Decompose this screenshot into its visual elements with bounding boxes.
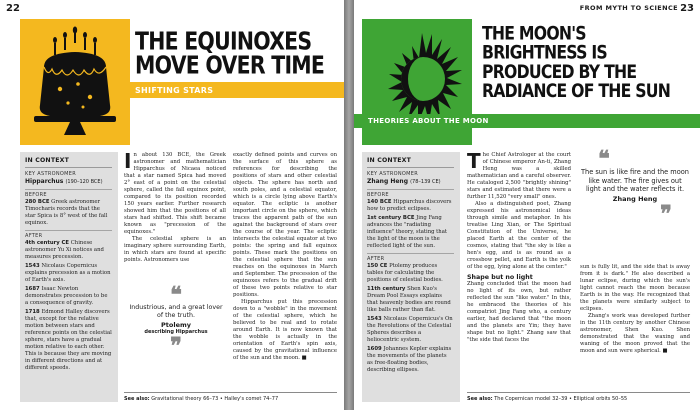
see-also-rule [124,392,337,393]
before-label: BEFORE [367,189,454,199]
key-astronomer-label: KEY ASTRONOMER [25,171,76,177]
left-body-paragraph: exactly defined points and curves on the surface of this sphere as references for describing the positions of stars and other celestial objects. The sphere has north and south poles, and a celestial equator, which is a circle lying above Earth's equator. The ecliptic is another important circle on the sphere, which traces the apparent path of the sun against the background of stars over the course of the year. The ecliptic intersects the celestial equator at two points: the spring and fall equinox points. These mark the positions on the celestial sphere that the sun reaches on the equinoxes in March and September. The precession of the equinoxes refers to the gradual drift of these two points relative to star positions. [233,152,337,298]
before-label: BEFORE [25,189,112,199]
after-event: 11th century Shen Kuo's Dream Pool Essays explains that heavenly bodies are round like balls rather than flat. [367,286,451,313]
quote-text: Industrious, and a great lover of the truth. [129,304,223,319]
page-number-right: 23 [680,3,694,14]
right-body-paragraph: Zhang's work was developed further in the 11th century by another Chinese astronomer, Shen Kuo. Shen demonstrated that the waxing and waning of the moon proved that the moon and sun were spherical. ■ [580,313,690,354]
right-title-line-4: RADIANCE OF THE SUN [482,80,671,102]
right-body-paragraph: Zhang concluded that the moon had no light of its own, but rather reflected the sun "like water." In this, he embraced the theories of his compatriot Jing Fang who, a century earlier, had declared that "the moon and the planets are Yin; they have shape but no light." Zhang saw that "the side that faces the [467,281,571,343]
drop-cap: T [467,149,481,173]
body-subhead: Shape but no light [467,274,533,281]
after-event: 1543 Nicolaus Copernicus explains precession as a motion of Earth's axis. [25,263,111,283]
right-subtitle: THEORIES ABOUT THE MOON [368,117,489,125]
right-body-paragraph: sun is fully lit, and the side that is away from it is dark." He also described a lunar eclipse, during which the sun's light cannot reach the moon because Earth is in the way. He recognized that the planets were similarly subject to eclipses. [580,264,690,312]
left-body-first-paragraph: In about 130 BCE, the Greek astronomer and mathematician Hipparchus of Nicaea noticed that a star named Spica had moved 2° east of a point on the celestial sphere, called the fall equinox point, compared to its position recorded 150 years earlier. Further research showed him that the positions of all stars had shifted. This shift became known as "precession of the equinoxes." [124,149,226,235]
after-label: AFTER [25,230,112,240]
left-title-line-2: MOVE OVER TIME [135,51,325,81]
right-in-context-box [362,152,460,402]
right-body-column-2 [580,264,690,355]
close-quote-icon: ❞ [660,200,672,227]
quote-author: Zhang Heng [612,194,658,203]
after-event: 1543 Nicolaus Copernicus's On the Revolutions of the Celestial Spheres describes a heliocentric system. [367,316,453,343]
right-pull-quote [580,146,690,227]
close-quote-icon: ❞ [170,333,182,359]
left-page [0,0,344,410]
cake-with-candles-icon [20,19,130,145]
left-see-also: See also: Gravitational theory 66–73 • Halley's comet 74–77 [124,396,279,402]
left-body-paragraph: Hipparchus put this precession down to a "wobble" in the movement of the celestial sphere, which he believed to be real and to rotate around Earth. It is now known that the wobble is actually in the orientation of Earth's spin axis, caused by the gravitational influence of the sun and the moon. ■ [233,299,337,361]
key-astronomer-name: Zhang Heng (78–139 CE) [367,178,441,185]
right-see-also: See also: The Copernican model 32–39 • Elliptical orbits 50–55 [467,396,628,402]
after-event: 1609 Johannes Kepler explains the movements of the planets as free-floating bodies, describing ellipses. [367,346,452,373]
page-number-left: 22 [6,3,20,14]
open-quote-icon: ❝ [170,282,182,308]
drop-cap: I [124,149,132,173]
right-title-line-1: THE MOON'S [482,22,586,45]
in-context-heading: IN CONTEXT [367,157,454,168]
quote-text: The sun is like fire and the moon like water. The fire gives out light and the water reflects it. [581,168,689,193]
key-astronomer-label: KEY ASTRONOMER [367,171,418,177]
after-event: 1718 Edmond Halley discovers that, except for the relative motion between stars and reference points on the celestial sphere, stars have a gradual motion relative to each other. This is because they are moving in different directions and at different speeds. [25,309,112,371]
right-body-column-1 [467,149,571,344]
left-in-context-box [20,152,118,402]
left-body-paragraph: The celestial sphere is an imaginary sphere surrounding Earth, in which stars are found at specific points. Astronomers use [124,236,226,263]
after-event: 1687 Isaac Newton demonstrates precession to be a consequence of gravity. [25,286,108,306]
before-event: 1st century BCE Jing Fang advances the "radiating influence" theory, stating that the light of the moon is the reflected light of the sun. [367,215,448,249]
before-event: 140 BCE Hipparchus discovers how to predict eclipses. [367,199,452,212]
left-body-column-2 [233,152,337,362]
quote-author: Ptolemy [161,321,191,329]
left-hero-panel [20,19,130,145]
right-title-line-2: BRIGHTNESS IS [482,41,607,64]
right-body-paragraph: Also a distinguished poet, Zhang expressed his astronomical ideas through simile and metaphor. In his treatise Ling Xian, or The Spiritual Constitution of the Universe, he placed Earth at the center of the cosmos, stating that "the sky is like a hen's egg, and is as round as a crossbow pellet, and Earth is the yolk of the egg, lying alone at the center." [467,201,571,270]
right-title [482,24,670,100]
right-page [354,0,700,410]
before-event: 280 BCE Greek astronomer Timocharis records that the star Spica is 8° west of the fall equinox. [25,199,108,226]
open-quote-icon: ❝ [598,146,610,172]
after-event: 4th century CE Chinese astronomer Yu Xi notices and measures precession. [25,240,104,260]
after-label: AFTER [367,253,454,263]
quote-author-role: describing Hipparchus [144,329,208,335]
left-pull-quote [128,282,224,359]
in-context-heading: IN CONTEXT [25,157,112,168]
left-subtitle: SHIFTING STARS [135,86,214,95]
key-astronomer-name: Hipparchus (190–120 BCE) [25,178,103,185]
right-body-first-paragraph: The Chief Astrologer at the court of Chinese emperor An-ti, Zhang Heng was a skilled mathematician and a careful observer. He cataloged 2,500 "brightly shining" stars and estimated that there were a further 11,520 "very small" ones. [467,149,571,200]
left-title-line-1: THE EQUINOXES [135,27,312,57]
see-also-rule [467,392,690,393]
running-head: FROM MYTH TO SCIENCE [579,4,678,12]
right-title-line-3: PRODUCED BY THE [482,60,637,83]
book-gutter [344,0,354,410]
after-event: 150 CE Ptolemy produces tables for calculating the positions of celestial bodies. [367,263,443,283]
left-title [135,27,325,81]
left-body-column-1 [124,149,226,264]
